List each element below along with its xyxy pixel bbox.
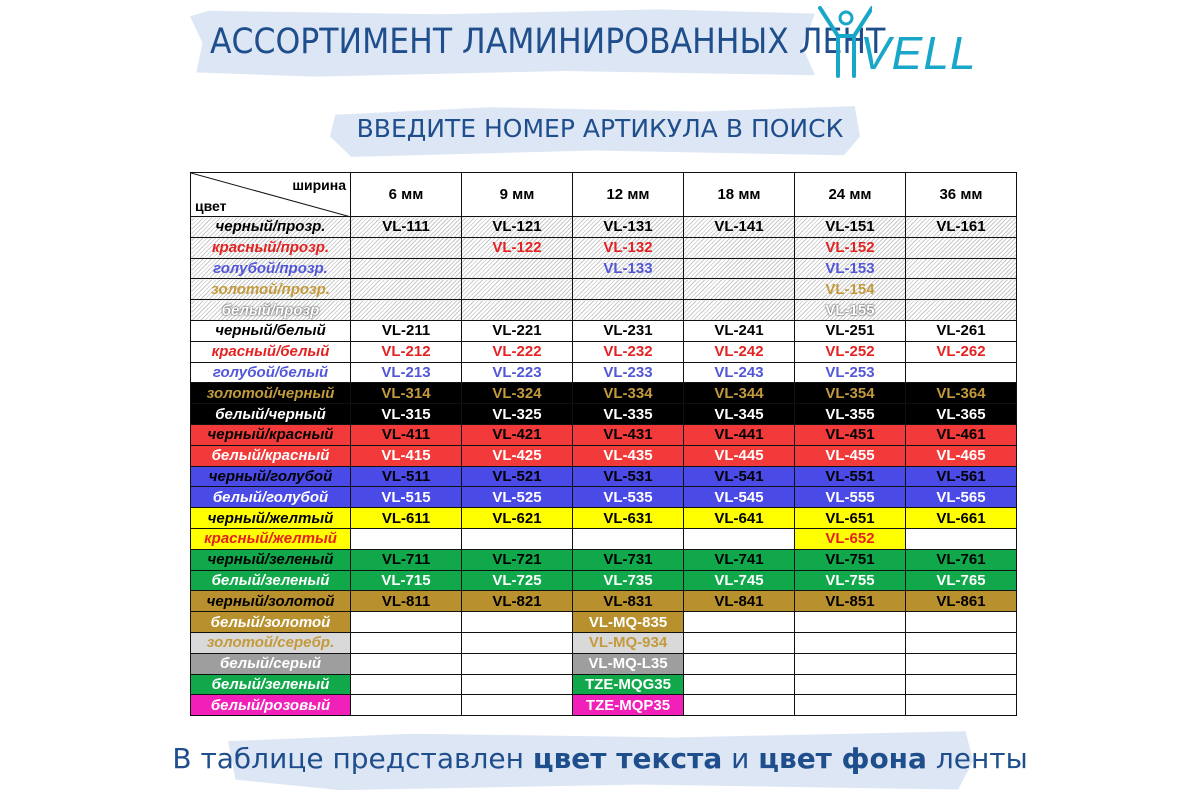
- article-cell: VL-411: [351, 424, 462, 445]
- article-cell: TZE-MQP35: [573, 695, 684, 716]
- article-cell: VL-565: [906, 487, 1017, 508]
- width-axis-label: ширина: [292, 177, 346, 193]
- article-cell: VL-345: [684, 404, 795, 425]
- row-color-label: белый/серый: [191, 653, 351, 674]
- article-cell: VL-831: [573, 591, 684, 612]
- table-row: [191, 341, 1017, 362]
- page-title: АССОРТИМЕНТ ЛАМИНИРОВАННЫХ ЛЕНТ: [210, 22, 886, 62]
- row-color-label: черный/золотой: [191, 591, 351, 612]
- article-cell: VL-721: [462, 549, 573, 570]
- article-cell: VL-151: [795, 217, 906, 238]
- article-cell: VL-241: [684, 320, 795, 341]
- empty-cell: [795, 632, 906, 653]
- row-color-label: белый/черный: [191, 404, 351, 425]
- article-cell: VL-MQ-L35: [573, 653, 684, 674]
- empty-cell: [351, 653, 462, 674]
- article-cell: VL-811: [351, 591, 462, 612]
- article-cell: VL-431: [573, 424, 684, 445]
- article-cell: VL-222: [462, 341, 573, 362]
- row-color-label: красный/белый: [191, 341, 351, 362]
- article-cell: VL-725: [462, 570, 573, 591]
- footer-part-2: и: [722, 742, 759, 775]
- empty-cell: [351, 632, 462, 653]
- row-color-label: красный/желтый: [191, 528, 351, 549]
- empty-cell: [684, 258, 795, 279]
- article-cell: VL-122: [462, 237, 573, 258]
- empty-cell: [351, 300, 462, 321]
- width-header-cell: 6 мм: [351, 173, 462, 217]
- article-cell: VL-131: [573, 217, 684, 238]
- empty-cell: [795, 674, 906, 695]
- table-row: [191, 258, 1017, 279]
- empty-cell: [906, 612, 1017, 633]
- article-cell: VL-455: [795, 445, 906, 466]
- footer-note: [0, 742, 1200, 775]
- article-cell: VL-751: [795, 549, 906, 570]
- article-cell: VL-741: [684, 549, 795, 570]
- row-color-label: золотой/прозр.: [191, 279, 351, 300]
- row-color-label: черный/красный: [191, 424, 351, 445]
- article-cell: VL-651: [795, 508, 906, 529]
- empty-cell: [684, 237, 795, 258]
- footer-bold-bg-color: цвет фона: [758, 742, 927, 775]
- article-cell: VL-611: [351, 508, 462, 529]
- article-cell: VL-354: [795, 383, 906, 404]
- article-cell: VL-121: [462, 217, 573, 238]
- article-cell: VL-821: [462, 591, 573, 612]
- empty-cell: [684, 300, 795, 321]
- footer-part-3: ленты: [926, 742, 1028, 775]
- row-color-label: золотой/серебр.: [191, 632, 351, 653]
- empty-cell: [462, 695, 573, 716]
- width-header-cell: 18 мм: [684, 173, 795, 217]
- empty-cell: [795, 653, 906, 674]
- row-color-label: белый/голубой: [191, 487, 351, 508]
- article-cell: VL-631: [573, 508, 684, 529]
- table-row: [191, 279, 1017, 300]
- empty-cell: [795, 612, 906, 633]
- search-hint: ВВЕДИТЕ НОМЕР АРТИКУЛА В ПОИСК: [356, 114, 844, 143]
- article-cell: VL-511: [351, 466, 462, 487]
- article-cell: VL-132: [573, 237, 684, 258]
- empty-cell: [906, 258, 1017, 279]
- row-color-label: белый/зеленый: [191, 570, 351, 591]
- empty-cell: [351, 674, 462, 695]
- empty-cell: [684, 674, 795, 695]
- empty-cell: [351, 237, 462, 258]
- article-cell: VL-161: [906, 217, 1017, 238]
- article-cell: VL-445: [684, 445, 795, 466]
- article-cell: VL-232: [573, 341, 684, 362]
- empty-cell: [906, 653, 1017, 674]
- article-cell: VL-555: [795, 487, 906, 508]
- row-color-label: красный/прозр.: [191, 237, 351, 258]
- empty-cell: [906, 632, 1017, 653]
- table-row: [191, 404, 1017, 425]
- article-cell: VL-545: [684, 487, 795, 508]
- table-row: [191, 695, 1017, 716]
- empty-cell: [795, 695, 906, 716]
- article-cell: VL-243: [684, 362, 795, 383]
- empty-cell: [462, 612, 573, 633]
- empty-cell: [351, 258, 462, 279]
- article-cell: VL-421: [462, 424, 573, 445]
- article-cell: VL-141: [684, 217, 795, 238]
- empty-cell: [462, 674, 573, 695]
- width-header-cell: 12 мм: [573, 173, 684, 217]
- row-color-label: голубой/белый: [191, 362, 351, 383]
- article-cell: VL-531: [573, 466, 684, 487]
- article-cell: VL-252: [795, 341, 906, 362]
- article-cell: VL-213: [351, 362, 462, 383]
- article-cell: VL-735: [573, 570, 684, 591]
- article-cell: VL-535: [573, 487, 684, 508]
- table-row: [191, 424, 1017, 445]
- empty-cell: [462, 279, 573, 300]
- article-cell: VL-335: [573, 404, 684, 425]
- table-row: [191, 445, 1017, 466]
- article-cell: VL-652: [795, 528, 906, 549]
- table-body: [191, 217, 1017, 716]
- tape-assortment-table: [190, 172, 1017, 716]
- article-cell: VL-521: [462, 466, 573, 487]
- empty-cell: [684, 528, 795, 549]
- article-cell: VL-155: [795, 300, 906, 321]
- row-color-label: черный/голубой: [191, 466, 351, 487]
- article-cell: VL-551: [795, 466, 906, 487]
- article-cell: VL-765: [906, 570, 1017, 591]
- row-color-label: черный/желтый: [191, 508, 351, 529]
- article-cell: VL-153: [795, 258, 906, 279]
- article-cell: VL-231: [573, 320, 684, 341]
- article-cell: VL-425: [462, 445, 573, 466]
- empty-cell: [906, 674, 1017, 695]
- width-header-cell: 36 мм: [906, 173, 1017, 217]
- empty-cell: [462, 300, 573, 321]
- row-color-label: черный/белый: [191, 320, 351, 341]
- article-cell: VL-223: [462, 362, 573, 383]
- table-row: [191, 362, 1017, 383]
- article-cell: VL-621: [462, 508, 573, 529]
- table-header-row: [191, 173, 1017, 217]
- vell-logo: [812, 2, 1012, 82]
- logo-text: VELL: [860, 27, 977, 79]
- table-row: [191, 466, 1017, 487]
- empty-cell: [462, 632, 573, 653]
- empty-cell: [462, 653, 573, 674]
- empty-cell: [906, 279, 1017, 300]
- article-cell: VL-261: [906, 320, 1017, 341]
- table-row: [191, 591, 1017, 612]
- article-cell: VL-451: [795, 424, 906, 445]
- table-row: [191, 549, 1017, 570]
- article-cell: VL-133: [573, 258, 684, 279]
- table-row: [191, 320, 1017, 341]
- table-row: [191, 237, 1017, 258]
- color-axis-label: цвет: [195, 198, 227, 214]
- article-cell: VL-851: [795, 591, 906, 612]
- article-cell: VL-251: [795, 320, 906, 341]
- article-cell: VL-365: [906, 404, 1017, 425]
- article-cell: TZE-MQG35: [573, 674, 684, 695]
- empty-cell: [351, 612, 462, 633]
- width-header-cell: 9 мм: [462, 173, 573, 217]
- table-row: [191, 674, 1017, 695]
- article-cell: VL-111: [351, 217, 462, 238]
- row-color-label: черный/прозр.: [191, 217, 351, 238]
- article-cell: VL-435: [573, 445, 684, 466]
- article-cell: VL-212: [351, 341, 462, 362]
- empty-cell: [684, 279, 795, 300]
- row-color-label: белый/зеленый: [191, 674, 351, 695]
- article-cell: VL-152: [795, 237, 906, 258]
- table-row: [191, 528, 1017, 549]
- article-cell: VL-661: [906, 508, 1017, 529]
- table-row: [191, 487, 1017, 508]
- article-cell: VL-355: [795, 404, 906, 425]
- empty-cell: [906, 300, 1017, 321]
- article-cell: VL-262: [906, 341, 1017, 362]
- table-row: [191, 612, 1017, 633]
- article-cell: VL-325: [462, 404, 573, 425]
- article-cell: VL-755: [795, 570, 906, 591]
- article-cell: VL-731: [573, 549, 684, 570]
- article-cell: VL-344: [684, 383, 795, 404]
- row-color-label: голубой/прозр.: [191, 258, 351, 279]
- empty-cell: [573, 528, 684, 549]
- article-cell: VL-314: [351, 383, 462, 404]
- empty-cell: [573, 279, 684, 300]
- article-cell: VL-364: [906, 383, 1017, 404]
- footer-part-1: В таблице представлен: [172, 742, 533, 775]
- row-color-label: белый/розовый: [191, 695, 351, 716]
- article-cell: VL-154: [795, 279, 906, 300]
- table-row: [191, 217, 1017, 238]
- empty-cell: [684, 695, 795, 716]
- article-cell: VL-441: [684, 424, 795, 445]
- empty-cell: [351, 528, 462, 549]
- table-row: [191, 653, 1017, 674]
- article-cell: VL-715: [351, 570, 462, 591]
- empty-cell: [906, 362, 1017, 383]
- article-cell: VL-711: [351, 549, 462, 570]
- article-cell: VL-461: [906, 424, 1017, 445]
- corner-header-cell: [191, 173, 351, 217]
- empty-cell: [684, 612, 795, 633]
- row-color-label: белый/золотой: [191, 612, 351, 633]
- article-cell: VL-211: [351, 320, 462, 341]
- article-cell: VL-315: [351, 404, 462, 425]
- empty-cell: [906, 237, 1017, 258]
- article-cell: VL-515: [351, 487, 462, 508]
- article-cell: VL-233: [573, 362, 684, 383]
- row-color-label: белый/красный: [191, 445, 351, 466]
- article-cell: VL-541: [684, 466, 795, 487]
- article-cell: VL-324: [462, 383, 573, 404]
- article-cell: VL-525: [462, 487, 573, 508]
- table-row: [191, 383, 1017, 404]
- article-cell: VL-MQ-934: [573, 632, 684, 653]
- empty-cell: [351, 695, 462, 716]
- article-cell: VL-MQ-835: [573, 612, 684, 633]
- empty-cell: [906, 528, 1017, 549]
- article-cell: VL-242: [684, 341, 795, 362]
- article-cell: VL-745: [684, 570, 795, 591]
- article-cell: VL-561: [906, 466, 1017, 487]
- empty-cell: [684, 653, 795, 674]
- article-cell: VL-415: [351, 445, 462, 466]
- empty-cell: [906, 695, 1017, 716]
- row-color-label: золотой/черный: [191, 383, 351, 404]
- article-cell: VL-641: [684, 508, 795, 529]
- empty-cell: [462, 528, 573, 549]
- table-row: [191, 632, 1017, 653]
- article-cell: VL-465: [906, 445, 1017, 466]
- table-row: [191, 570, 1017, 591]
- article-cell: VL-334: [573, 383, 684, 404]
- article-cell: VL-761: [906, 549, 1017, 570]
- empty-cell: [462, 258, 573, 279]
- article-cell: VL-841: [684, 591, 795, 612]
- table-row: [191, 300, 1017, 321]
- empty-cell: [351, 279, 462, 300]
- width-header-cell: 24 мм: [795, 173, 906, 217]
- article-cell: VL-221: [462, 320, 573, 341]
- empty-cell: [684, 632, 795, 653]
- article-cell: VL-861: [906, 591, 1017, 612]
- table-row: [191, 508, 1017, 529]
- footer-bold-text-color: цвет текста: [532, 742, 723, 775]
- row-color-label: белый/прозр: [191, 300, 351, 321]
- row-color-label: черный/зеленый: [191, 549, 351, 570]
- article-cell: VL-253: [795, 362, 906, 383]
- empty-cell: [573, 300, 684, 321]
